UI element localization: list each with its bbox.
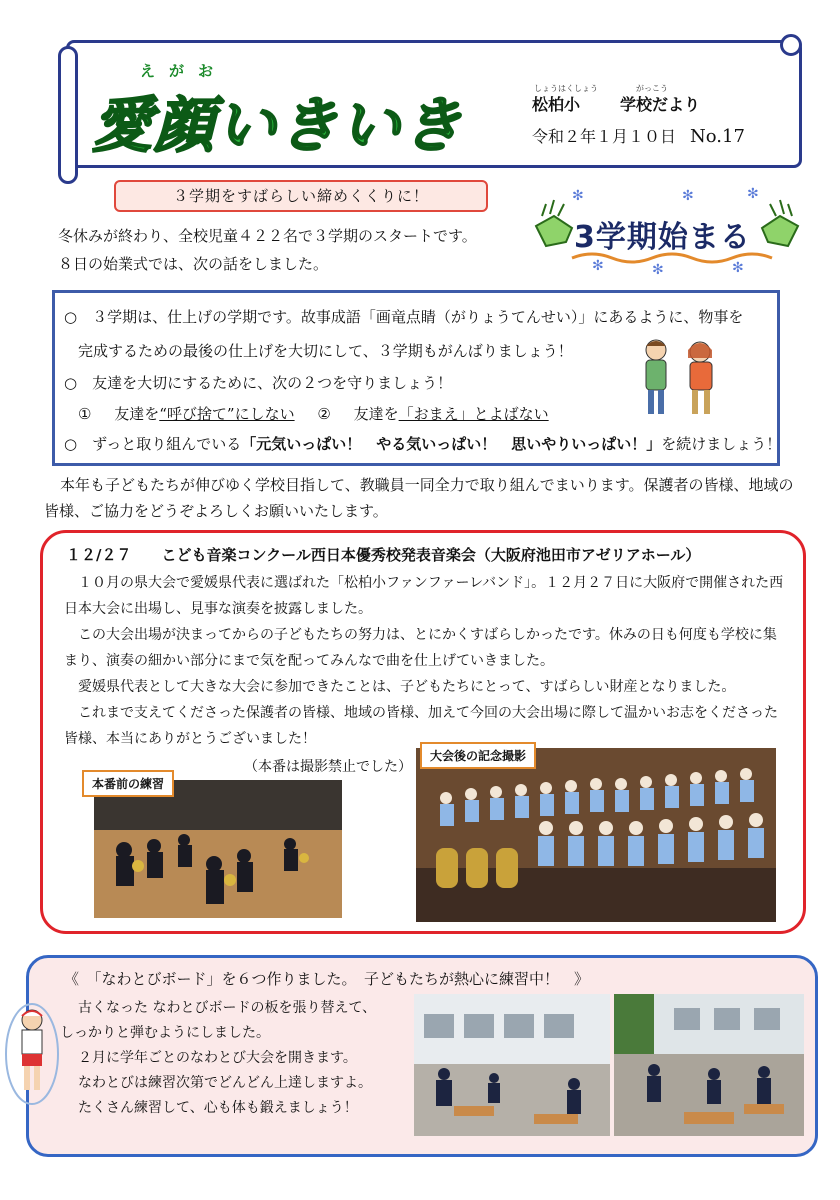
rehearsal-photo <box>94 780 342 918</box>
third-term-heading: 3学期始まる <box>574 220 751 255</box>
school-name: 松柏小 <box>532 95 581 114</box>
closing-paragraph: 本年も子どもたちが伸びゆく学校目指して、教職員一同全力で取り組んでまいります。保護者の皆様、地域の皆様、ご協力をどうぞよろしくお願いいたします。 <box>44 476 794 520</box>
svg-text:✻: ✻ <box>747 186 759 202</box>
svg-text:✻: ✻ <box>572 188 584 204</box>
concert-paragraph: これまで支えてくださった保護者の皆様、地域の皆様、加えて今回の大会出場に際して温かいお志をくださった皆様、本当にありがとうございました！ <box>64 705 778 747</box>
school-ruby: しょうはくしょう <box>534 84 598 93</box>
right-hand-icon <box>762 200 798 246</box>
concert-paragraph: この大会出場が決まってからの子どもたちの努力は、とにかくすばらしかったです。休みの日も何度も学校に集まり、演奏の細かい部分にまで気を配ってみんなで曲を仕上げていきました。 <box>64 627 777 669</box>
rule-number: ① <box>78 405 92 423</box>
jumprope-line: しっかりと弾むようにしました。 <box>60 1025 270 1041</box>
rule-underlined: “呼び捨て”にしない <box>159 405 295 423</box>
group-photo <box>416 748 776 922</box>
intro-line: 冬休みが終わり、全校児童４２２名で３学期のスタートです。 <box>58 227 477 245</box>
jumping-child-illustration <box>4 1000 60 1106</box>
newsletter-label: 学校だより <box>620 95 701 114</box>
school-motto: 「元気いっぱい！ やる気いっぱい！ 思いやりいっぱい！」 <box>241 435 662 453</box>
rule-text: 友達を <box>353 405 399 423</box>
rule-underlined: 「おまえ」とよばない <box>398 405 549 423</box>
rule-number: ② <box>317 405 331 423</box>
intro-text <box>58 222 477 278</box>
group-photo-caption: 大会後の記念撮影 <box>420 742 536 769</box>
term-banner: ３学期をすばらしい締めくくりに！ <box>114 180 488 212</box>
svg-text:✻: ✻ <box>652 262 664 276</box>
issue-number: No.17 <box>690 126 745 147</box>
jumprope-title: 《 「なわとびボード」を６つ作りました。 子どもたちが熱心に練習中！ 》 <box>64 970 590 988</box>
speech-line: 完成するための最後の仕上げを大切にして、３学期もがんばりましょう！ <box>78 342 573 360</box>
newsletter-ruby: がっこう <box>636 84 668 93</box>
concert-body <box>64 570 786 752</box>
talking-children-illustration <box>630 336 726 418</box>
speech-line: ○ ３学期は、仕上げの学期です。故事成語「画竜点睛（がりょうてんせい）」にあるように、物事を <box>64 308 744 326</box>
date-line <box>532 124 745 147</box>
speech-rules <box>78 403 549 424</box>
svg-text:✻: ✻ <box>682 188 694 204</box>
svg-text:✻: ✻ <box>592 258 604 274</box>
jumprope-line: 古くなった なわとびボードの板を張り替えて、 <box>78 1000 377 1016</box>
left-hand-icon <box>536 200 572 246</box>
speech-line: ○ ずっと取り組んでいる「元気いっぱい！ やる気いっぱい！ 思いやりいっぱい！」を続けましょう！ <box>64 435 782 453</box>
concert-paragraph: 愛媛県代表として大きな大会に参加できたことは、子どもたちにとって、すばらしい財産となりました。 <box>78 679 736 695</box>
jumprope-photo-right <box>614 994 804 1136</box>
jumprope-line: たくさん練習して、心も体も鍛えましょう！ <box>78 1100 358 1116</box>
speech-line: ○ 友達を大切にするために、次の２つを守りましょう！ <box>64 374 453 392</box>
newsletter-title: 愛顔いきいき <box>92 91 464 161</box>
jumprope-photo-left <box>414 994 610 1136</box>
school-line <box>532 92 700 115</box>
title-ruby: えがお <box>140 62 228 80</box>
concert-paragraph: １０月の県大会で愛媛県代表に選ばれた「松柏小ファンファーレバンド」。１２月２７日に大阪府で開催された西日本大会に出場し、見事な演奏を披露しました。 <box>64 575 784 617</box>
scroll-roll-left <box>58 46 78 184</box>
jumprope-line: なわとびは練習次第でどんどん上達しますよ。 <box>78 1075 372 1091</box>
scroll-roll-right <box>780 34 802 56</box>
intro-line: ８日の始業式では、次の話をしました。 <box>58 255 329 273</box>
concert-title: １２/２７ こども音楽コンクール西日本優秀校発表音楽会（大阪府池田市アゼリアホール） <box>66 546 701 564</box>
photo-note: （本番は撮影禁止でした） <box>244 759 412 775</box>
svg-text:✻: ✻ <box>732 260 744 276</box>
rehearsal-caption: 本番前の練習 <box>82 770 174 797</box>
jumprope-body <box>60 996 377 1121</box>
rule-text: 友達を <box>114 405 160 423</box>
issue-date: 令和２年１月１０日 <box>532 127 677 146</box>
jumprope-line: ２月に学年ごとのなわとび大会を開きます。 <box>78 1050 357 1066</box>
